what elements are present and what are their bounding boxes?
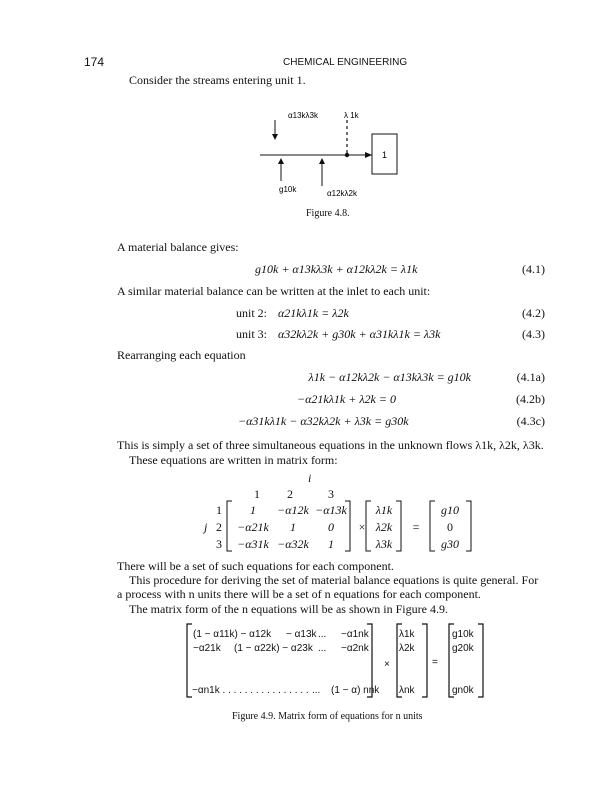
fig49-row2-col3: ... [318, 643, 327, 654]
para-rearranging: Rearranging each equation [117, 348, 246, 362]
fig49-row2-col4: −α2nk [341, 643, 369, 654]
matrix-cell-3-3: 1 [328, 537, 334, 551]
label-alpha12k-lambda2k: α12kλ2k [327, 189, 357, 198]
figure-4-8-diagram [255, 108, 415, 203]
matrix-cell-2-1: −α21k [237, 520, 269, 534]
running-title: CHEMICAL ENGINEERING [283, 57, 408, 68]
fig49-vector-x-3: λnk [399, 685, 415, 696]
fig49-equals-sign: = [432, 657, 438, 668]
label-alpha13k-lambda3k: α13kλ3k [288, 111, 318, 120]
matrix-col-header-1: 1 [254, 487, 260, 501]
fig49-times-sign: × [384, 659, 390, 670]
equation-tag-4-1: (4.1) [522, 262, 545, 276]
matrix-row-header-2: 2 [216, 520, 222, 534]
vector-b-3: g30 [441, 537, 459, 551]
equation-4-2: α21kλ1k = λ2k [278, 306, 349, 320]
fig49-row1-col1: (1 − α11k) − α12k [193, 629, 272, 640]
unit-inlet-arrowhead [365, 152, 372, 158]
matrix-cell-1-3: −α13k [315, 503, 347, 517]
fig49-row1-col2: − α13k [286, 629, 317, 640]
equation-tag-4-2b: (4.2b) [516, 392, 545, 406]
matrix-col-header-2: 2 [287, 487, 293, 501]
bottom-left-arrowhead [278, 158, 284, 164]
matrix-col-index-label: i [308, 471, 312, 485]
fig49-vector-b-3: gn0k [452, 685, 474, 696]
fig49-row2-col1: −α21k [193, 643, 221, 654]
fig49-vector-x-1: λ1k [399, 629, 415, 640]
bottom-right-arrowhead [319, 158, 325, 164]
fig49-row2-col2: (1 − α22k) − α23k [234, 643, 313, 654]
vector-x-3: λ3k [375, 537, 393, 551]
equation-4-3c: −α31kλ1k − α32kλ2k + λ3k = g30k [238, 414, 409, 428]
matrix-cell-2-2: 1 [290, 520, 296, 534]
fig49-vector-b-bracket-close [478, 624, 483, 697]
matrix-col-header-3: 3 [328, 487, 334, 501]
matrix-equals-sign: = [412, 520, 420, 534]
equation-4-3-prefix: unit 3: [236, 327, 268, 341]
matrix-cell-1-2: −α12k [277, 503, 309, 517]
equation-tag-4-3c: (4.3c) [516, 414, 545, 428]
para-similar: A similar material balance can be written at the inlet to each unit: [117, 284, 431, 298]
page-number: 174 [84, 55, 105, 69]
fig49-rowlast-col1: −αn1k . . . . . . . . . . . . . . . . [192, 685, 309, 696]
matrix-row-index-label: j [204, 520, 208, 534]
figure-4-8-caption: Figure 4.8. [306, 208, 350, 219]
equation-tag-4-1a: (4.1a) [516, 370, 545, 384]
figure-4-9-caption: Figure 4.9. Matrix form of equations for n units [232, 711, 423, 722]
equation-4-2-prefix: unit 2: [236, 306, 268, 320]
para-set: There will be a set of such equations for each component. [117, 559, 394, 573]
label-lambda1k: λ 1k [344, 111, 359, 120]
matrix-row-header-1: 1 [216, 503, 222, 517]
para-material-balance: A material balance gives: [117, 240, 239, 254]
matrix-cell-3-2: −α32k [277, 537, 309, 551]
fig49-row1-col3: ... [318, 629, 327, 640]
equation-tag-4-2: (4.2) [522, 306, 545, 320]
vector-b-1: g10 [441, 503, 459, 517]
fig49-row1-col4: −α1nk [341, 629, 369, 640]
equation-4-1a: λ1k − α12kλ2k − α13kλ3k = g10k [308, 370, 471, 384]
matrix-row-header-3: 3 [216, 537, 222, 551]
para-nform: The matrix form of the n equations will be as shown in Figure 4.9. [129, 602, 448, 616]
fig49-rowlast-col3: (1 − α) nnk [331, 685, 380, 696]
fig49-vector-b-1: g10k [452, 629, 474, 640]
equation-4-3: α32kλ2k + g30k + α31kλ1k = λ3k [278, 327, 441, 341]
vector-b-2: 0 [447, 520, 453, 534]
top-left-arrowhead [272, 134, 278, 140]
unit-1-label: 1 [381, 150, 388, 160]
matrix-cell-2-3: 0 [328, 520, 334, 534]
fig49-vector-b-2: g20k [452, 643, 474, 654]
matrix-cell-1-1: 1 [250, 503, 256, 517]
para-general-line-2: a process with n units there will be a set of n equations for each component. [117, 587, 481, 601]
para-simply: This is simply a set of three simultaneous equations in the unknown flows λ1k, λ2k, λ3k. [117, 438, 544, 452]
fig49-vector-x-bracket-close [422, 624, 427, 697]
para-general-line-1: This procedure for deriving the set of material balance equations is quite general. For [129, 573, 539, 587]
matrix-times-sign: × [358, 520, 366, 534]
para-matrix-form: These equations are written in matrix form: [129, 453, 338, 467]
matrix-cell-3-1: −α31k [237, 537, 269, 551]
para-intro: Consider the streams entering unit 1. [129, 73, 306, 87]
vector-x-1: λ1k [375, 503, 393, 517]
label-g10k: g10k [279, 185, 297, 194]
equation-tag-4-3: (4.3) [522, 327, 545, 341]
equation-4-2b: −α21kλ1k + λ2k = 0 [297, 392, 396, 406]
fig49-rowlast-col2: ... [312, 685, 321, 696]
junction-dot [345, 153, 349, 157]
vector-x-2: λ2k [375, 520, 393, 534]
fig49-vector-x-2: λ2k [399, 643, 415, 654]
equation-4-1: g10k + α13kλ3k + α12kλ2k = λ1k [255, 262, 418, 276]
